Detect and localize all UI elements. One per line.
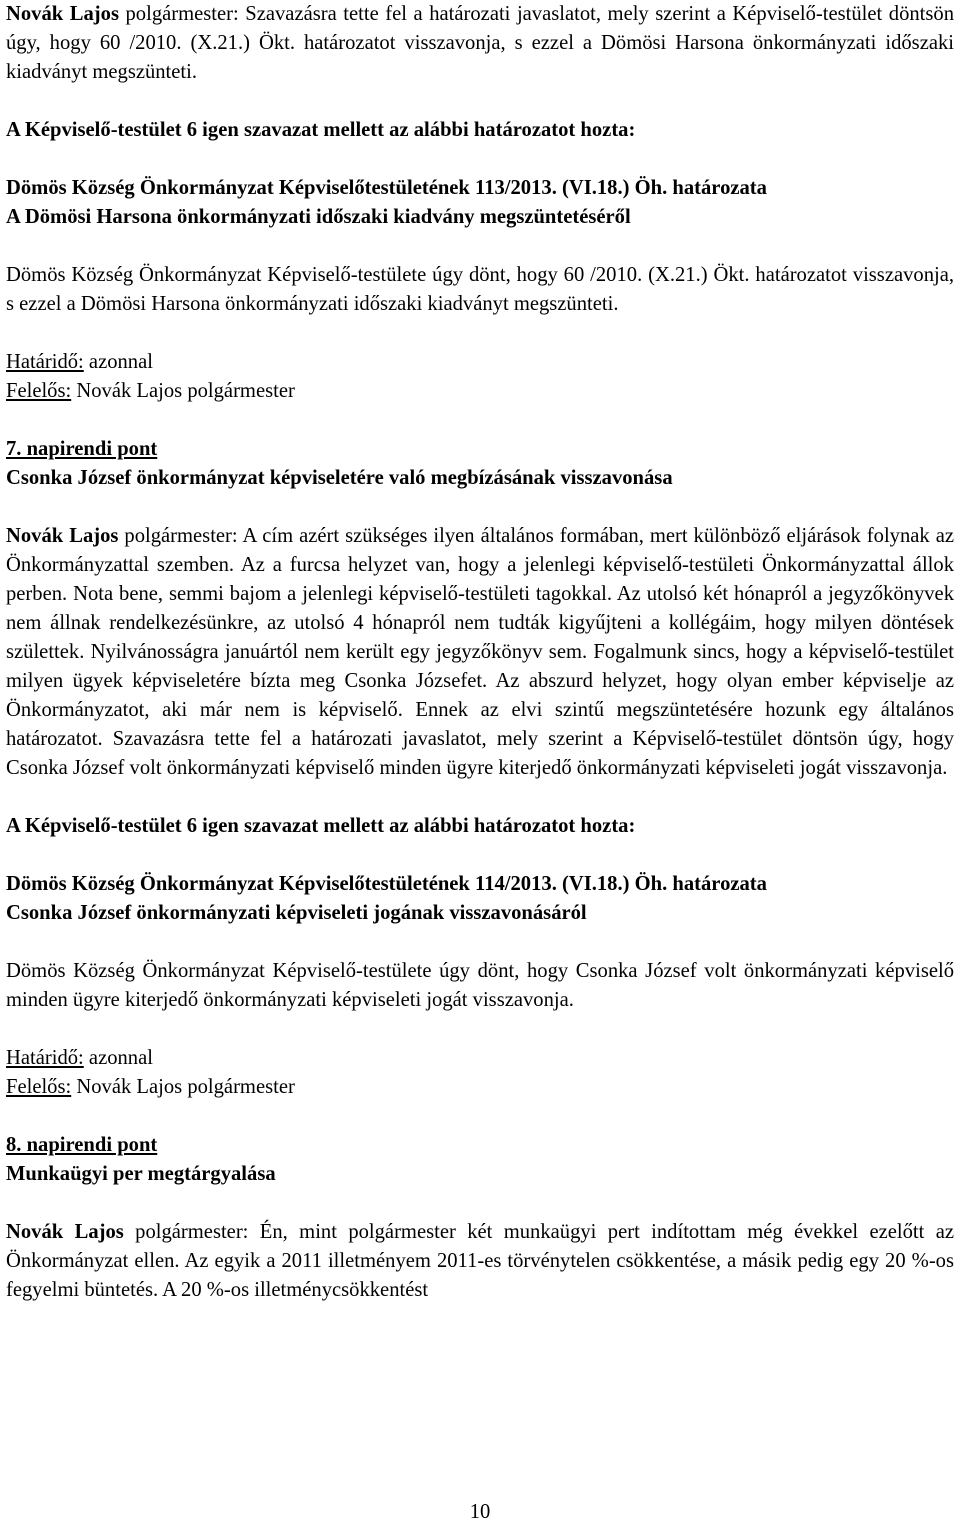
text-run: polgármester: Szavazásra tette fel a határozati javaslatot, mely szerint a Képviselő-testület döntsön úgy, hogy 60 /2010. (X.21.) Ökt. határozatot visszavonja, s ezzel a Dömösi Harsona önkormányzati időszaki kiadványt megszünteti.	[6, 3, 954, 83]
paragraph-spacer	[6, 1015, 954, 1044]
paragraph	[6, 522, 954, 783]
text-run: Novák Lajos polgármester	[71, 1076, 295, 1098]
text-run: Dömös Község Önkormányzat Képviselőtestületének 114/2013. (VI.18.) Öh. határozata	[6, 873, 767, 895]
paragraph	[6, 116, 954, 145]
text-run: Novák Lajos	[6, 1221, 124, 1243]
paragraph-spacer	[6, 406, 954, 435]
paragraph	[6, 812, 954, 841]
paragraph	[6, 870, 954, 899]
paragraph	[6, 957, 954, 1015]
text-run: Határidő:	[6, 351, 84, 373]
paragraph	[6, 377, 954, 406]
text-run: A Képviselő-testület 6 igen szavazat mellett az alábbi határozatot hozta:	[6, 815, 636, 837]
text-run: Csonka József önkormányzati képviseleti jogának visszavonásáról	[6, 902, 587, 924]
text-run: A Dömösi Harsona önkormányzati időszaki kiadvány megszüntetéséről	[6, 206, 631, 228]
paragraph	[6, 261, 954, 319]
paragraph	[6, 174, 954, 203]
text-run: Felelős:	[6, 380, 72, 402]
paragraph	[6, 435, 954, 464]
paragraph	[6, 464, 954, 493]
paragraph	[6, 0, 954, 87]
paragraph-spacer	[6, 87, 954, 116]
text-run: A Képviselő-testület 6 igen szavazat mellett az alábbi határozatot hozta:	[6, 119, 636, 141]
paragraph-spacer	[6, 841, 954, 870]
text-run: Dömös Község Önkormányzat Képviselőtestületének 113/2013. (VI.18.) Öh. határozata	[6, 177, 767, 199]
paragraph	[6, 1160, 954, 1189]
paragraph-spacer	[6, 145, 954, 174]
paragraph	[6, 348, 954, 377]
text-run: Dömös Község Önkormányzat Képviselő-testülete úgy dönt, hogy Csonka József volt önkormányzati képviselő minden ügyre kiterjedő önkormányzati képviseleti jogát visszavonja.	[6, 960, 954, 1011]
text-run: Munkaügyi per megtárgyalása	[6, 1163, 276, 1185]
paragraph-spacer	[6, 1189, 954, 1218]
text-run: Határidő:	[6, 1047, 84, 1069]
paragraph	[6, 1218, 954, 1305]
text-run: 7. napirendi pont	[6, 438, 158, 460]
text-run: Felelős:	[6, 1076, 72, 1098]
document-body	[6, 0, 954, 1305]
text-run: Csonka József önkormányzat képviseletére való megbízásának visszavonása	[6, 467, 673, 489]
paragraph-spacer	[6, 783, 954, 812]
paragraph-spacer	[6, 928, 954, 957]
paragraph	[6, 1131, 954, 1160]
text-run: Novák Lajos	[6, 525, 119, 547]
paragraph	[6, 203, 954, 232]
paragraph	[6, 1073, 954, 1102]
text-run: polgármester: A cím azért szükséges ilyen általános formában, mert különböző eljárások folynak az Önkormányzattal szemben. Az a furcsa helyzet van, hogy a jelenlegi képviselő-testületi Önkormányzattal állok perben. Nota bene, semmi bajom a jelenlegi képviselő-testületi tagokkal. Az utolsó két hónapról a jegyzőkönyvek nem állnak rendelkezésünkre, az utolsó 4 hónapról nem tudták kigyűjteni a kollégáim, hogy milyen döntések születtek. Nyilvánosságra januártól nem került egy jegyzőkönyv sem. Fogalmunk sincs, hogy a képviselő-testület milyen ügyek képviseletére bízta meg Csonka Józsefet. Az abszurd helyzet, hogy olyan ember képviselje az Önkormányzatot, aki már nem is képviselő. Ennek az elvi szintű megszüntetésére hozunk egy általános határozatot. Szavazásra tette fel a határozati javaslatot, mely szerint a Képviselő-testület döntsön úgy, hogy Csonka József volt önkormányzati képviselő minden ügyre kiterjedő önkormányzati képviseleti jogát visszavonja.	[6, 525, 954, 779]
paragraph-spacer	[6, 319, 954, 348]
paragraph	[6, 1044, 954, 1073]
page-number: 10	[469, 1501, 491, 1523]
text-run: Novák Lajos polgármester	[71, 380, 295, 402]
text-run: Novák Lajos	[6, 3, 119, 25]
paragraph	[6, 899, 954, 928]
paragraph-spacer	[6, 1102, 954, 1131]
text-run: azonnal	[83, 1047, 153, 1069]
text-run: azonnal	[83, 351, 153, 373]
text-run: polgármester: Én, mint polgármester két munkaügyi pert indítottam még évekkel ezelőtt az Önkormányzat ellen. Az egyik a 2011 illetményem 2011-es törvénytelen csökkentése, a másik pedig egy 20 %-os fegyelmi büntetés. A 20 %-os illetménycsökkentést	[6, 1221, 954, 1301]
paragraph-spacer	[6, 232, 954, 261]
text-run: 8. napirendi pont	[6, 1134, 158, 1156]
text-run: Dömös Község Önkormányzat Képviselő-testülete úgy dönt, hogy 60 /2010. (X.21.) Ökt. határozatot visszavonja, s ezzel a Dömösi Harsona önkormányzati időszaki kiadványt megszünteti.	[6, 264, 954, 315]
paragraph-spacer	[6, 493, 954, 522]
